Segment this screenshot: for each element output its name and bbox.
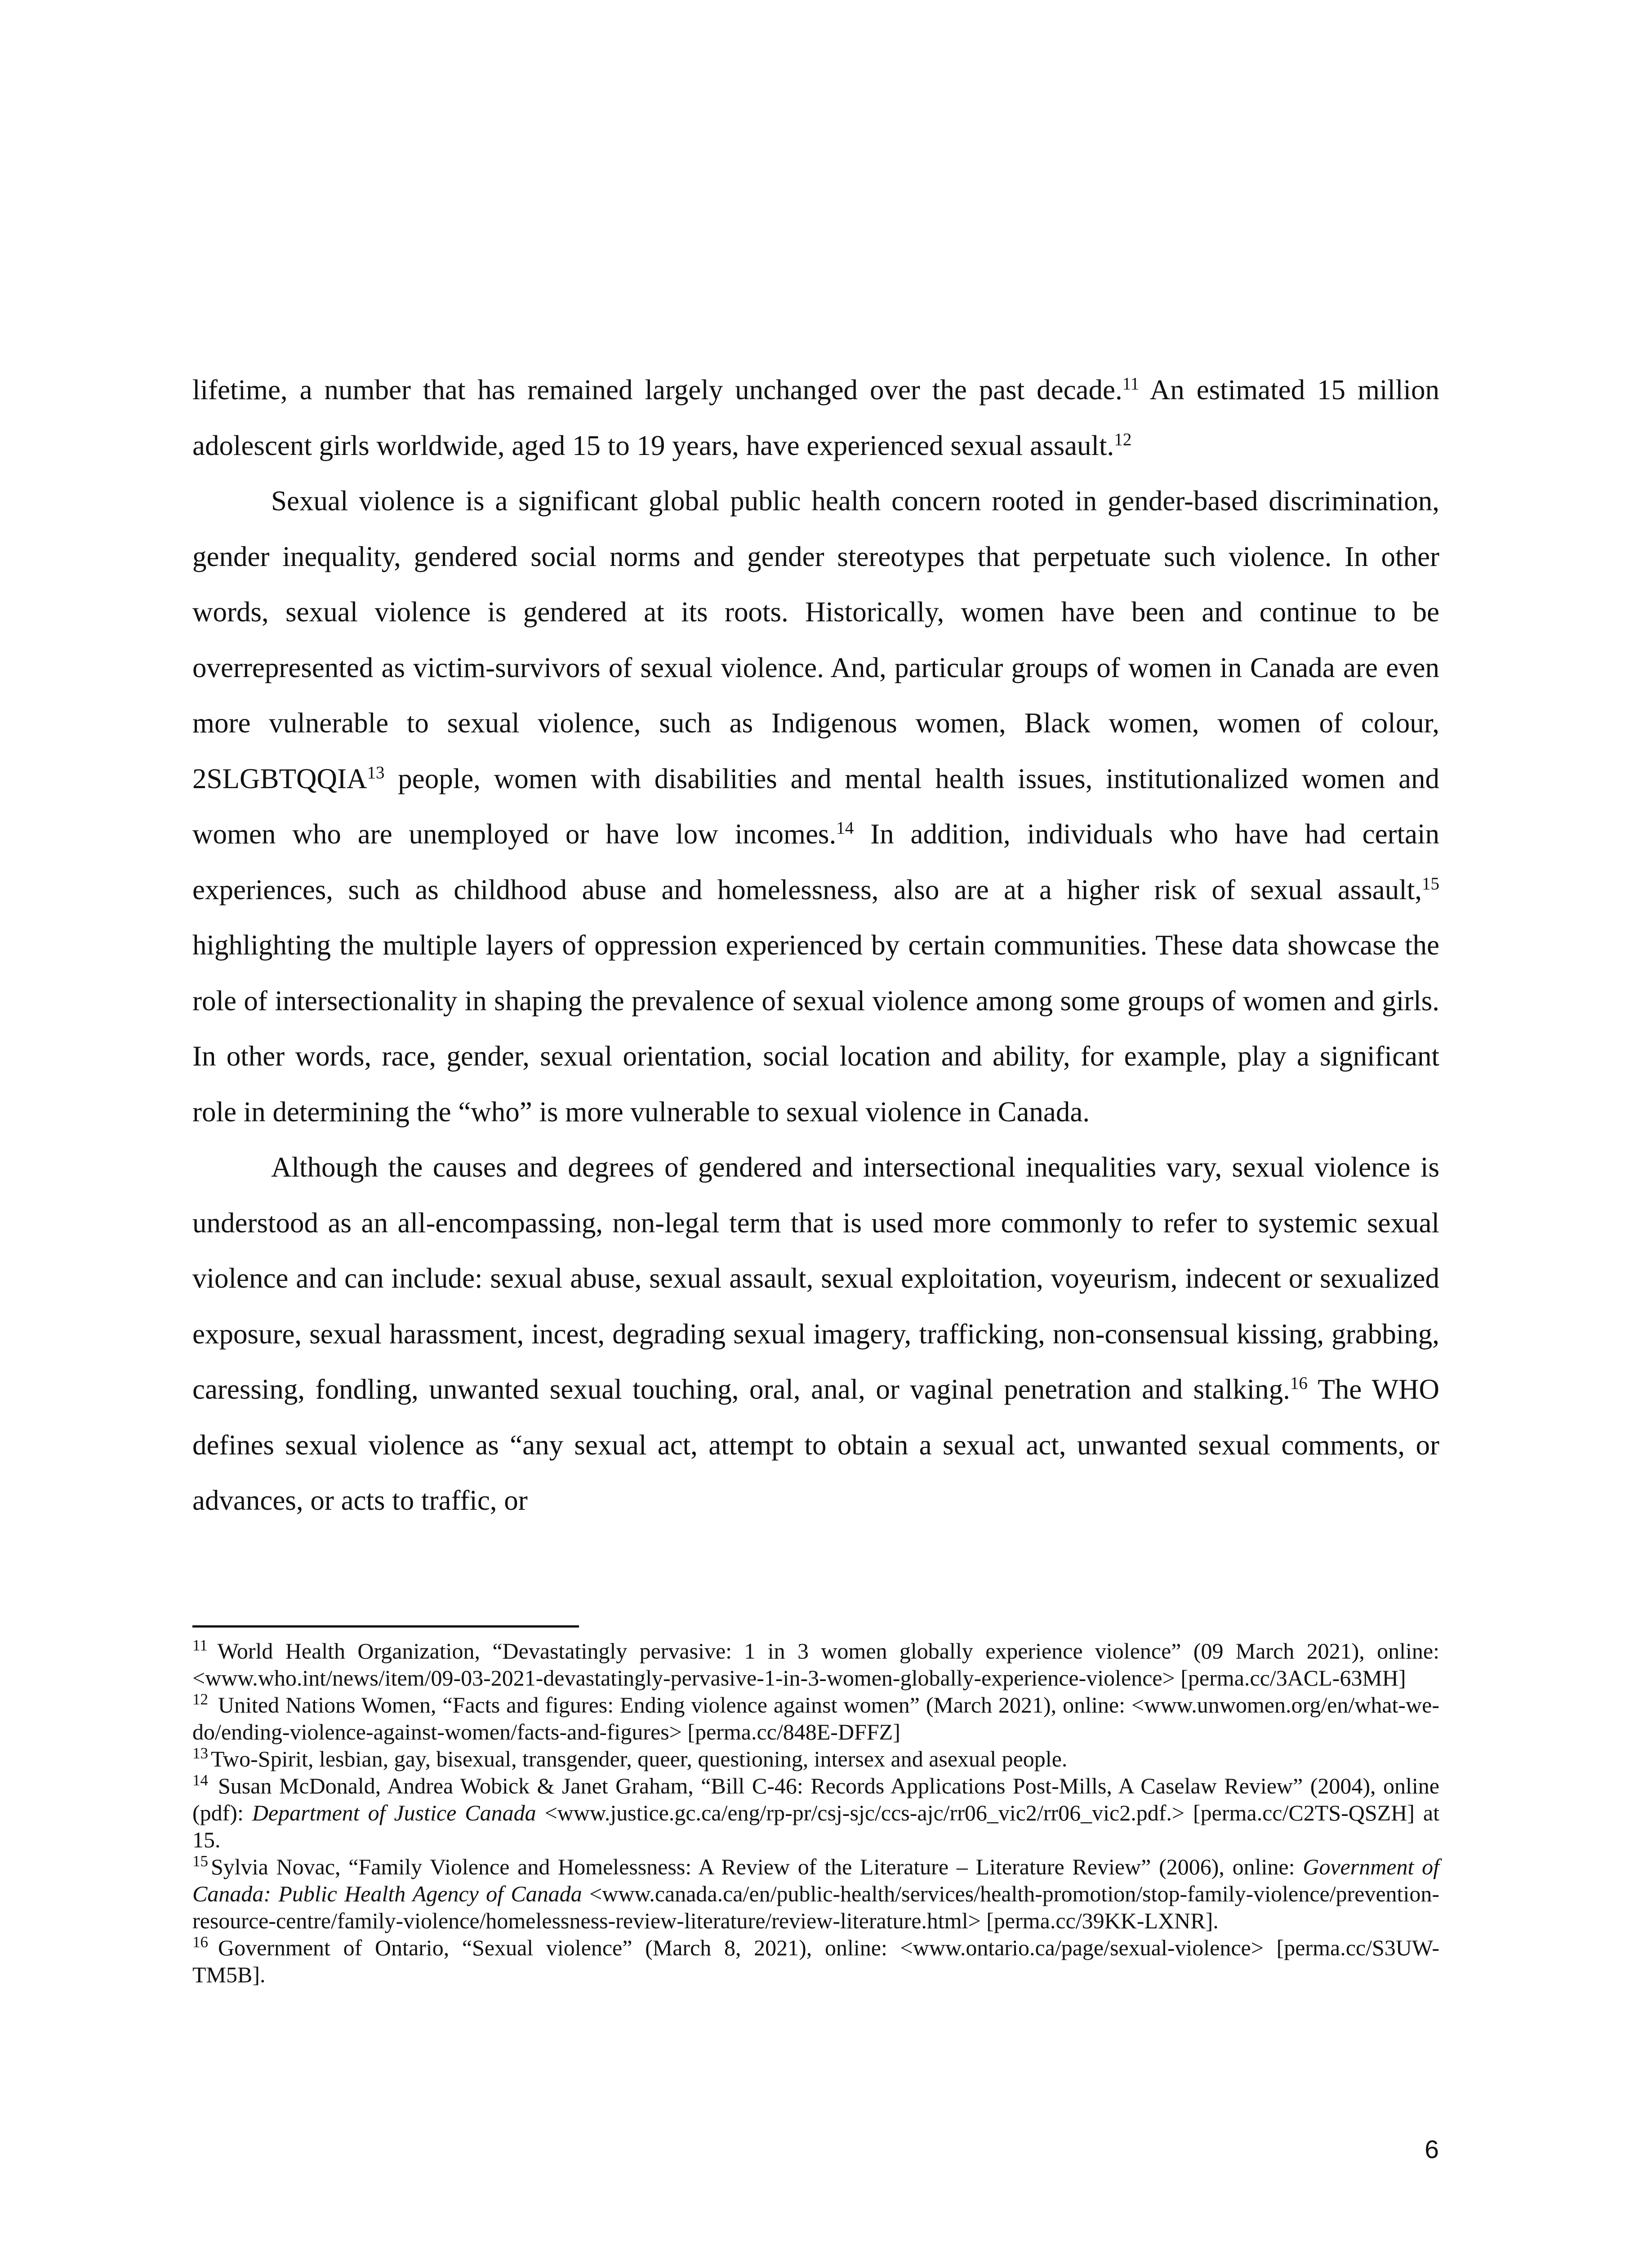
paragraph-1: lifetime, a number that has remained largely unchanged over the past decade.$^{11}$ An estimated 15 million adolescent girls worldwide, aged 15 to 19 years, have experienced sexual assault.$^{12}$ [192, 374, 1439, 461]
paragraph-2: Sexual violence is a significant global public health concern rooted in gender-based discrimination, gender inequality, gendered social norms and gender stereotypes that perpetuate such violence. In other words, sexual violence is gendered at its roots. Historically, women have been and continue to be overrepresented as victim-survivors of sexual violence. And, particular groups of women in Canada are even more vulnerable to sexual violence, such as Indigenous women, Black women, women of colour, 2SLGBTQQIA$^{13}$ people, women with disabilities and mental health issues, institutionalized women and women who are unemployed or have low incomes.$^{14}$ In addition, individuals who have had certain experiences, such as childhood abuse and homelessness, also are at a higher risk of sexual assault,$^{15}$ highlighting the multiple layers of oppression experienced by certain communities. These data showcase the role of intersectionality in shaping the prevalence of sexual violence among some groups of women and girls. In other words, race, gender, sexual orientation, social location and ability, for example, play a significant role in determining the “who” is more vulnerable to sexual violence in Canada. [192, 485, 1439, 1128]
footnote-14: $^{14}$ Susan McDonald, Andrea Wobick & Janet Graham, “Bill C-46: Records Applications Post-Mills, A Caselaw Review” (2004), online (pdf): Department of Justice Canada <www.justice.gc.ca/eng/rp-pr/csj-sjc/ccs-ajc/rr06_vic2/rr06_vic2.pdf.> [perma.cc/C2TS-QSZH] at 15. [192, 1771, 1439, 1852]
footnote-ref-12[interactable]: 12 [1114, 429, 1132, 449]
footnote-12: $^{12}$ United Nations Women, “Facts and figures: Ending violence against women” (March 2021), online: <www.unwomen.org/en/what-we-do/ending-violence-against-women/facts-and-figures> [perma.cc/848E-DFFZ] [192, 1690, 1439, 1744]
body-text [192, 362, 1439, 1529]
footnote-ref-16[interactable]: 16 [1290, 1374, 1308, 1393]
footnote-separator [192, 1625, 579, 1628]
footnote-13: $^{13}$ Two-Spirit, lesbian, gay, bisexual, transgender, queer, questioning, intersex and asexual people. [192, 1744, 1068, 1771]
footnote-16: $^{16}$ Government of Ontario, “Sexual violence” (March 8, 2021), online: <www.ontario.ca/page/sexual-violence> [perma.cc/S3UW-TM5B]. [192, 1933, 1439, 1987]
footnote-15-source: Government of Canada: Public Health Agency of Canada [192, 1854, 1439, 1906]
footnote-ref-14[interactable]: 14 [836, 818, 854, 838]
footnote-14-source: Department of Justice Canada [252, 1800, 536, 1825]
page-number: 6 [1425, 2135, 1439, 2164]
paragraph-3: Although the causes and degrees of gendered and intersectional inequalities vary, sexual violence is understood as an all-encompassing, non-legal term that is used more commonly to refer to systemic sexual violence and can include: sexual abuse, sexual assault, sexual exploitation, voyeurism, indecent or sexualized exposure, sexual harassment, incest, degrading sexual imagery, trafficking, non-consensual kissing, grabbing, caressing, fondling, unwanted sexual touching, oral, anal, or vaginal penetration and stalking.$^{16}$ The WHO defines sexual violence as “any sexual act, attempt to obtain a sexual act, unwanted sexual comments, or advances, or acts to traffic, or [192, 1151, 1440, 1516]
footnote-11: $^{11}$ World Health Organization, “Devastatingly pervasive: 1 in 3 women globally experience violence” (09 March 2021), online: <www.who.int/news/item/09-03-2021-devastatingly-pervasive-1-in-3-women-globally-experience-violence> [perma.cc/3ACL-63MH] [192, 1637, 1439, 1690]
footnote-ref-15[interactable]: 15 [1421, 874, 1439, 893]
footnotes [192, 1637, 1439, 1988]
footnote-ref-11[interactable]: 11 [1122, 374, 1140, 393]
footnote-15: $^{15}$ Sylvia Novac, “Family Violence and Homelessness: A Review of the Literature – Literature Review” (2006), online: Government of Canada: Public Health Agency of Canada <www.canada.ca/en/public-health/services/health-promotion/stop-family-violence/prevention-resource-centre/family-violence/homelessness-review-literature/review-literature.html> [perma.cc/39KK-LXNR]. [192, 1852, 1439, 1933]
footnote-ref-13[interactable]: 13 [367, 763, 385, 782]
